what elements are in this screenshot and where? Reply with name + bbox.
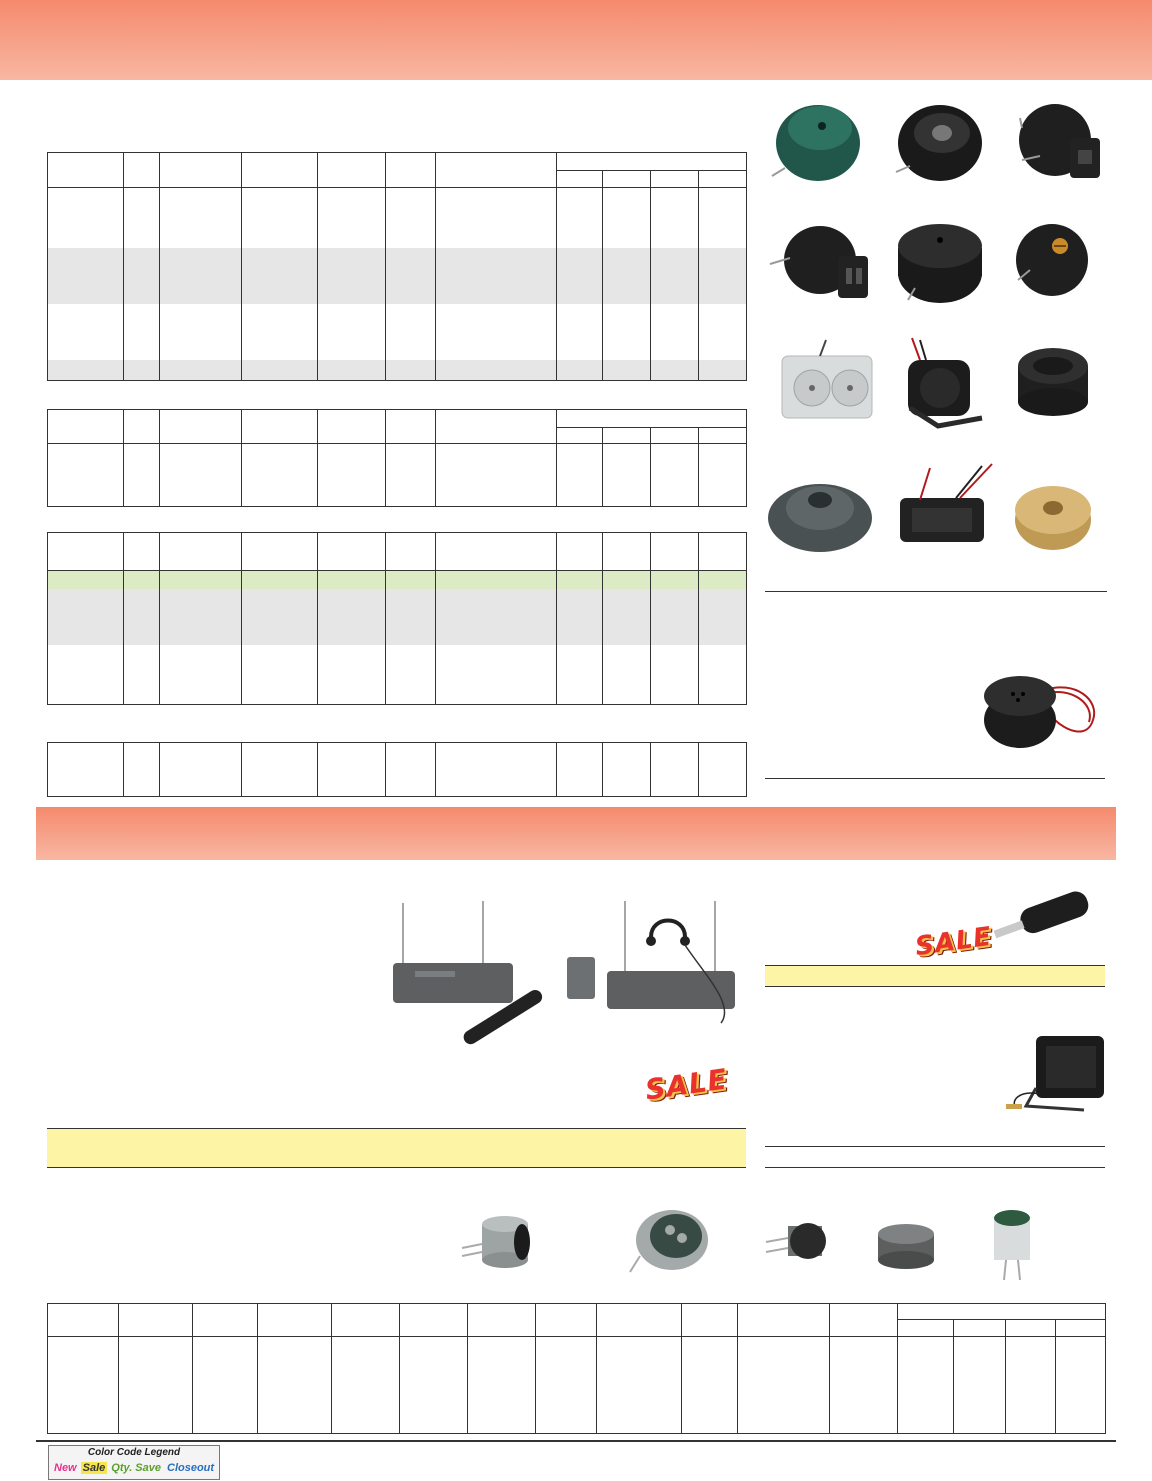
- sale-badge-plug: SALE: [913, 921, 994, 963]
- table-row: [48, 589, 747, 645]
- section-banner: [36, 807, 1116, 860]
- buzzer-grille: [1018, 348, 1088, 416]
- color-code-legend: [48, 1445, 220, 1480]
- table-row: [48, 360, 747, 381]
- wireless-mic-photos: [385, 895, 755, 1045]
- table-row: [48, 743, 747, 797]
- spec-table-2: [47, 409, 747, 507]
- wireless-handheld-mic-system: [393, 901, 545, 1045]
- spec-table-5: [47, 1303, 1106, 1434]
- piezo-buzzer-bracket: [1019, 104, 1100, 178]
- piezo-buzzer-cylinder: [898, 224, 982, 303]
- divider-right-2: [765, 778, 1105, 779]
- buzzer-wired-panel: [900, 464, 992, 542]
- audio-plug-photo: [990, 885, 1105, 955]
- sale-badge-mic: SALE: [643, 1062, 730, 1107]
- piezo-buzzer-side-mount: [770, 226, 868, 298]
- legend-closeout: Closeout: [167, 1462, 215, 1474]
- table-header: [48, 1304, 1106, 1337]
- electret-mic-5: [994, 1210, 1030, 1280]
- piezo-buzzer-green: [772, 105, 860, 181]
- table-row: [48, 444, 747, 507]
- piezo-buzzer-adjustable: [1016, 224, 1088, 296]
- buzzer-wired-round: [984, 676, 1094, 748]
- table-row: [48, 188, 747, 248]
- footer-rule: [36, 1440, 1116, 1442]
- legend-qty-save: Qty. Save: [111, 1462, 161, 1474]
- legend-title: Color Code Legend: [87, 1447, 181, 1458]
- legend-new: New: [54, 1462, 77, 1474]
- sale-price-bar-right: [765, 965, 1105, 987]
- wireless-headset-mic-system: [567, 901, 735, 1023]
- spec-table-1: [47, 152, 747, 381]
- extension-speaker-photo: [1000, 1030, 1110, 1120]
- table-row: [48, 1337, 1106, 1434]
- electret-mic-4: [878, 1224, 934, 1269]
- table-header: [48, 153, 747, 188]
- electret-mic-1: [462, 1216, 530, 1268]
- buzzer-flange: [768, 484, 872, 552]
- electret-mic-2: [630, 1210, 708, 1272]
- table-header: [48, 533, 747, 571]
- buzzer-wired-round-photo: [975, 660, 1105, 760]
- divider-right-1: [765, 591, 1107, 592]
- siren-with-bracket: [908, 338, 982, 426]
- top-banner: [0, 0, 1152, 80]
- spec-table-3: [47, 532, 747, 705]
- buzzer-photo-grid: [760, 88, 1115, 583]
- electret-mic-3: [766, 1223, 826, 1259]
- legend-items: [52, 1462, 216, 1474]
- spec-table-4: [47, 742, 747, 797]
- table-header: [48, 410, 747, 444]
- legend-sale: Sale: [82, 1462, 106, 1474]
- table-row: [48, 304, 747, 360]
- table-row: [48, 248, 747, 304]
- sale-price-bar-left: [47, 1128, 746, 1168]
- extension-speaker: [1006, 1036, 1104, 1110]
- table-row: [48, 645, 747, 705]
- piezo-buzzer-black-round: [896, 105, 982, 181]
- divider-right-3: [765, 1146, 1105, 1147]
- dual-buzzer-white-box: [782, 340, 872, 418]
- divider-right-4: [765, 1167, 1105, 1168]
- electret-mic-photos: [450, 1198, 1050, 1288]
- table-row: [48, 571, 747, 589]
- audio-plug-adapter: [994, 888, 1092, 938]
- buzzer-metal-disc: [1015, 486, 1091, 550]
